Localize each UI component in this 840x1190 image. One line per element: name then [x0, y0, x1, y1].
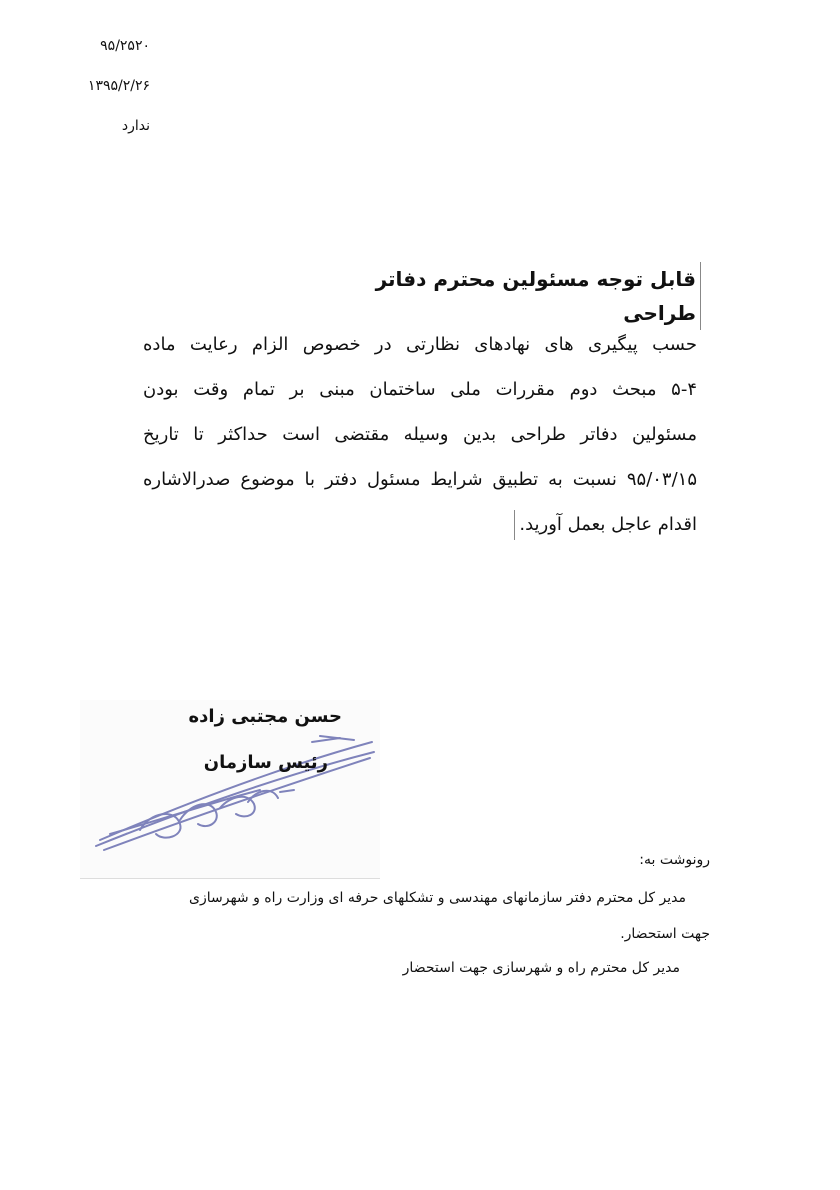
signatory-role: رئیس سازمان [203, 752, 328, 773]
letter-meta [30, 36, 150, 156]
body-line-3: مسئولین دفاتر طراحی بدین وسیله مقتضی است حداکثر تا تاریخ [143, 424, 697, 445]
body-line-5 [143, 502, 697, 547]
cc-label: رونوشت به: [639, 852, 710, 868]
letter-number: ۹۵/۲۵۲۰ [100, 38, 150, 54]
letter-title: قابل توجه مسئولین محترم دفاتر طراحی [300, 262, 701, 330]
signature-block [80, 700, 380, 879]
letter-attachment: ندارد [121, 118, 150, 134]
letter-date: ۱۳۹۵/۲/۲۶ [87, 78, 150, 94]
letter-body [143, 322, 697, 547]
cc-recipient-1: مدیر کل محترم دفتر سازمانهای مهندسی و تشکلهای حرفه ای وزارت راه و شهرسازی [189, 890, 686, 906]
cc-recipient-1-note: جهت استحضار. [620, 926, 710, 942]
body-line-4: ۹۵/۰۳/۱۵ نسبت به تطبیق شرایط مسئول دفتر با موضوع صدرالاشاره [143, 469, 697, 490]
signatory-name: حسن مجتبی زاده [188, 706, 342, 727]
body-line-1: حسب پیگیری های نهادهای نظارتی در خصوص الزام رعایت ماده [143, 334, 697, 355]
text-caret [514, 510, 515, 540]
cc-recipient-2: مدیر کل محترم راه و شهرسازی جهت استحضار [402, 960, 680, 976]
body-line-5-text: اقدام عاجل بعمل آورید. [519, 514, 697, 535]
body-line-2: ۵-۴ مبحث دوم مقررات ملی ساختمان مبنی بر تمام وقت بودن [143, 379, 697, 400]
